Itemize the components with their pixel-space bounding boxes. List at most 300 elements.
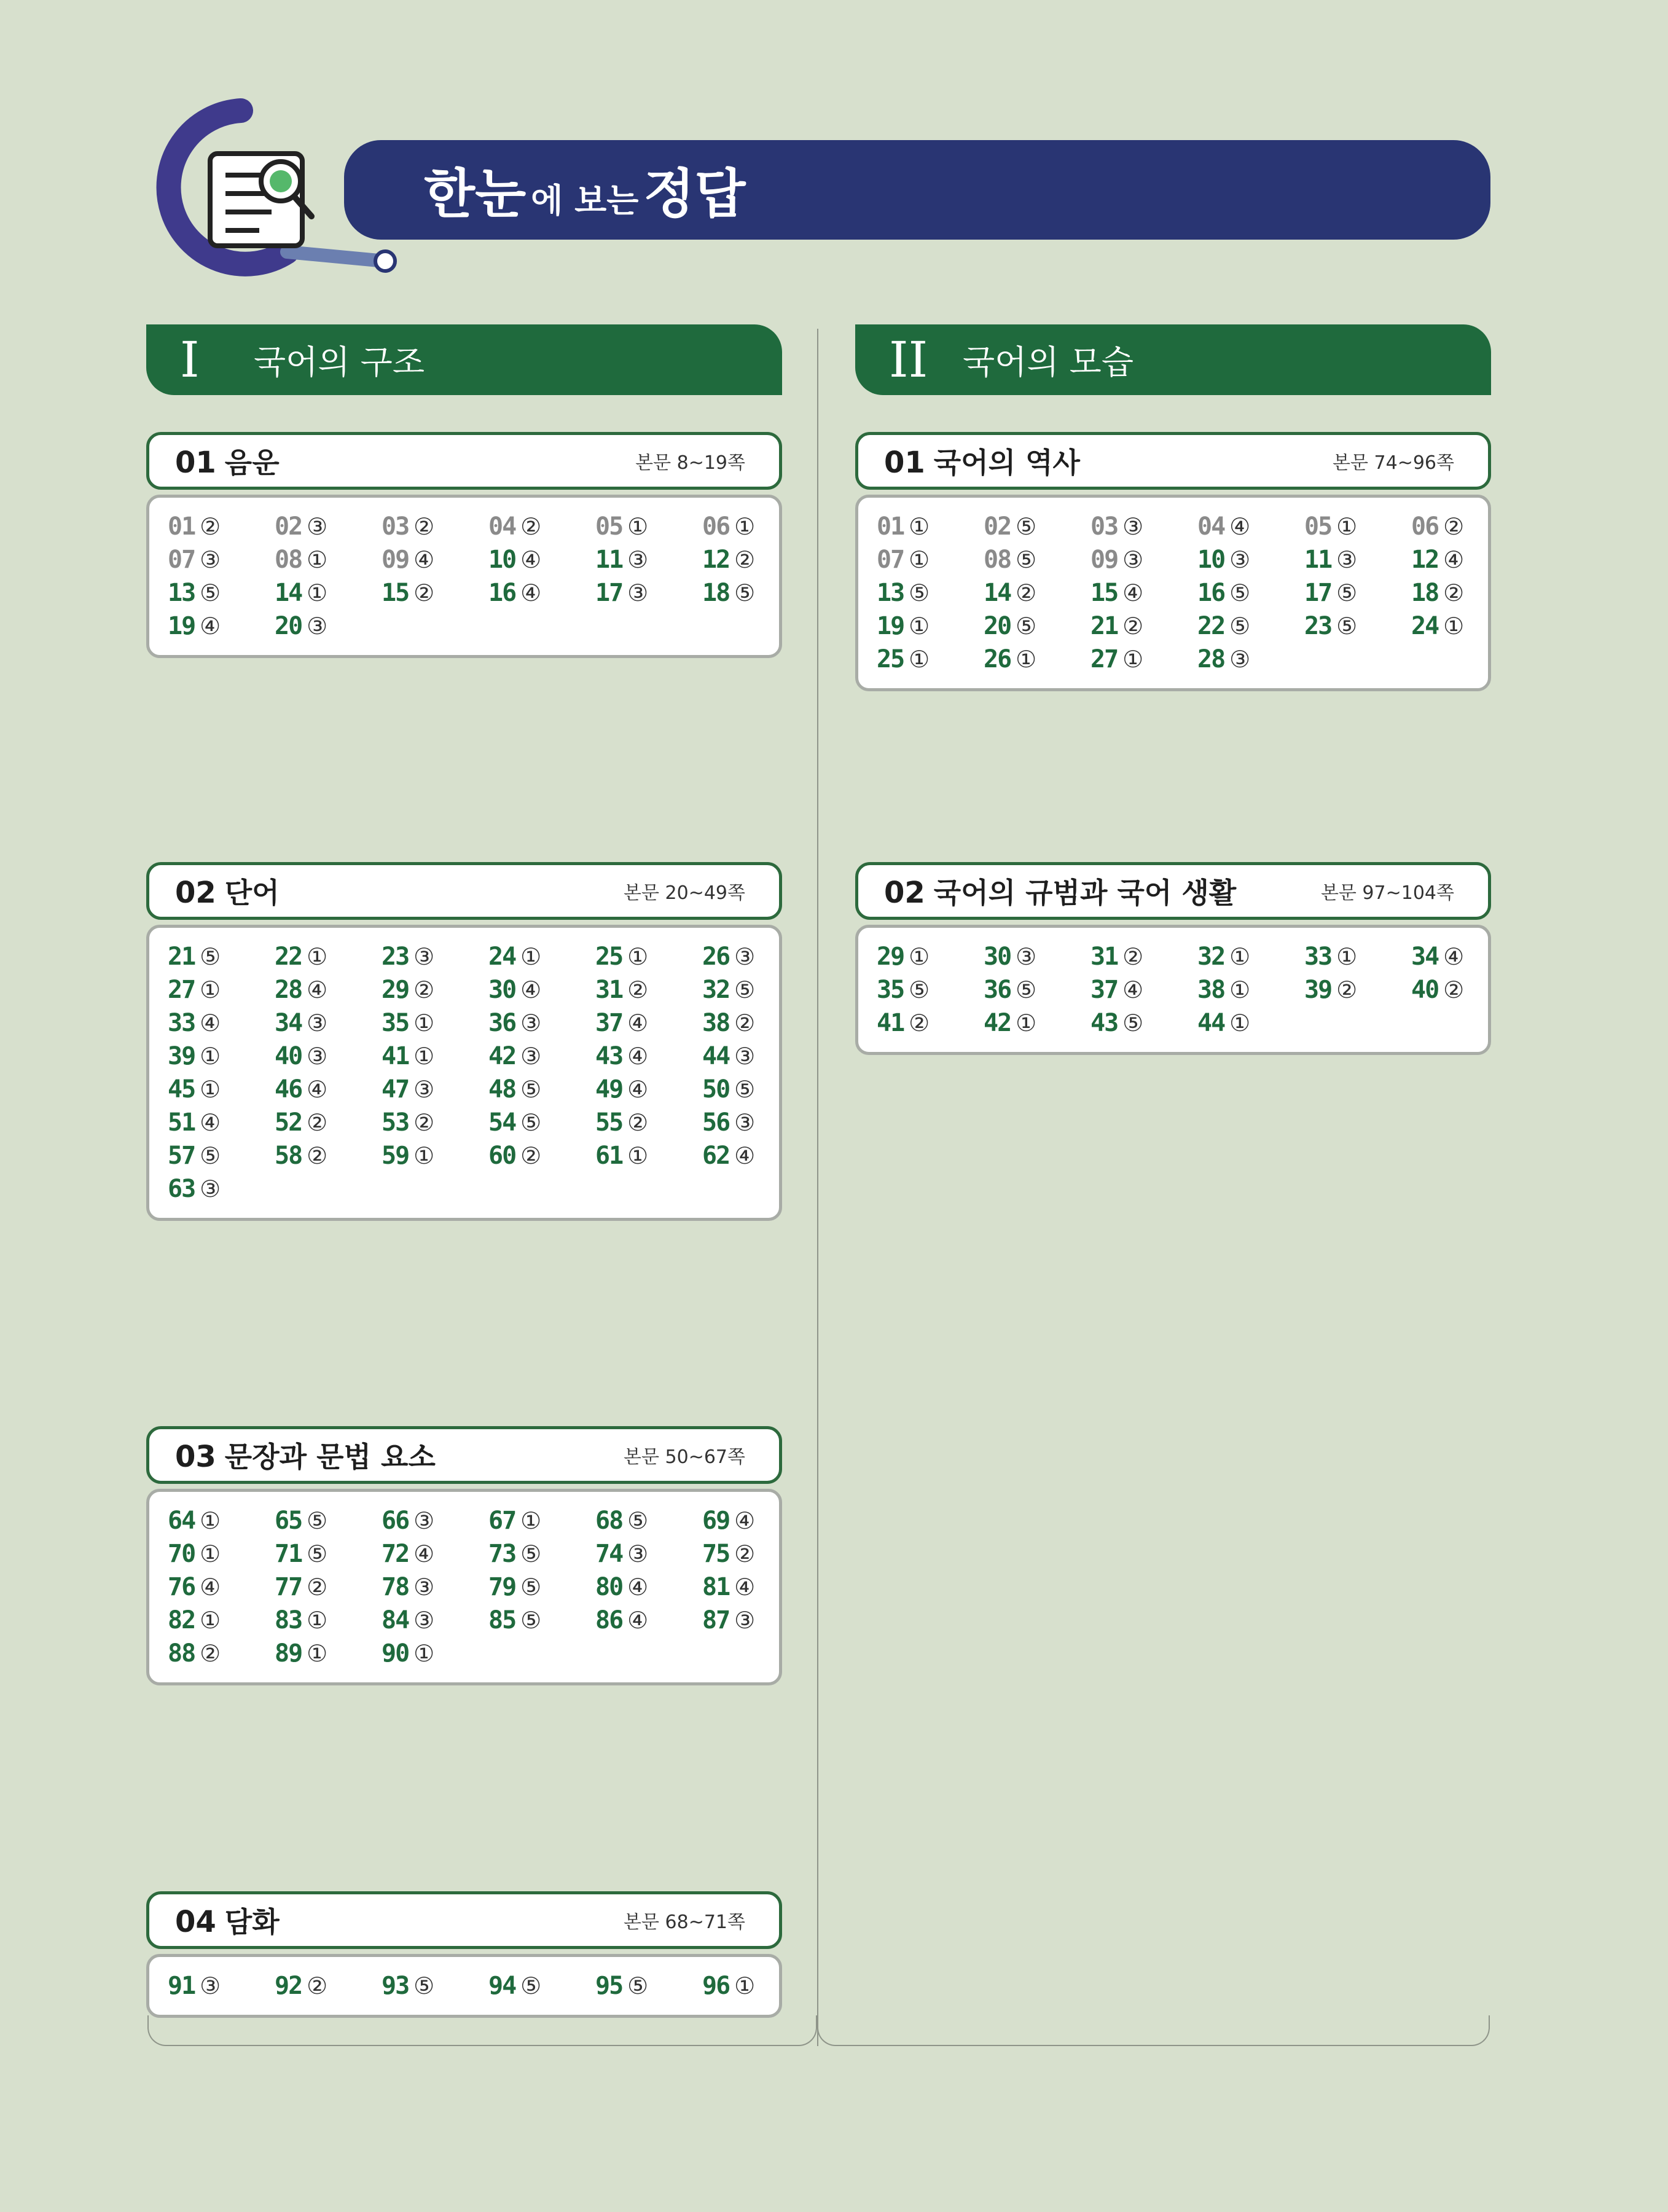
answer-choice: ⑤ [520,1076,542,1103]
question-number: 31 [1090,943,1118,971]
answer-section [146,862,782,1221]
answer-item [1090,612,1197,640]
answer-choice: ⑤ [520,1607,542,1634]
question-number: 41 [382,1042,409,1070]
section-title: 음운 [224,446,280,479]
answer-choice: ② [200,1640,221,1667]
answer-item [877,976,984,1004]
section-title: 국어의 역사 [933,446,1080,479]
question-number: 03 [1090,512,1118,541]
answer-item [275,1606,382,1634]
answer-choice: ⑤ [1336,579,1358,606]
question-number: 70 [168,1540,195,1568]
answer-item [595,1606,702,1634]
answer-item [275,1009,382,1037]
answer-choice: ③ [307,613,328,640]
answer-item [984,512,1090,541]
question-number: 90 [382,1639,409,1668]
answer-choice: ⑤ [1016,613,1037,640]
answer-choice: ② [1122,943,1144,970]
chapter-header [855,324,1491,395]
question-number: 04 [1197,512,1225,541]
question-number: 93 [382,1972,409,2000]
answer-item [275,612,382,640]
answer-choice: ① [200,1607,221,1634]
answer-choice: ③ [200,546,221,573]
question-number: 01 [168,512,195,541]
question-number: 32 [1197,943,1225,971]
answer-choice: ① [307,579,328,606]
answer-item [702,1540,809,1568]
answer-item [168,1108,275,1137]
answer-choice: ① [307,1640,328,1667]
answer-choice: ④ [1443,546,1465,573]
answer-choice: ② [734,1010,756,1037]
answer-item [168,579,275,607]
question-number: 53 [382,1108,409,1137]
answer-box [146,925,782,1221]
answer-choice: ① [1336,513,1358,540]
question-number: 42 [488,1042,516,1070]
question-number: 22 [1197,612,1225,640]
answer-choice: ③ [200,1175,221,1202]
answer-item [488,1972,595,2000]
question-number: 20 [984,612,1011,640]
answer-section [855,862,1491,1055]
answer-section [146,432,782,658]
question-number: 86 [595,1606,623,1634]
answer-item [877,546,984,574]
answer-choice: ⑤ [1016,976,1037,1003]
question-number: 67 [488,1507,516,1535]
answer-choice: ① [413,1043,435,1070]
answer-item [1197,645,1304,673]
question-number: 26 [984,645,1011,673]
answer-choice: ③ [413,1076,435,1103]
section-header [855,862,1491,920]
question-number: 59 [382,1142,409,1170]
answer-choice: ⑤ [200,943,221,970]
answer-box [855,495,1491,691]
answer-choice: ② [520,513,542,540]
title-part-3: 정답 [643,163,746,225]
answer-choice: ① [1229,976,1251,1003]
answer-choice: ① [909,943,930,970]
answer-item [595,943,702,971]
answer-item [1304,512,1411,541]
section-number: 02 [175,876,216,910]
question-number: 34 [1411,943,1439,971]
chapter-numeral: I [180,331,200,388]
answer-item [595,1573,702,1601]
answer-item [382,1573,488,1601]
question-number: 41 [877,1009,904,1037]
answer-item [702,1573,809,1601]
answer-item [595,1142,702,1170]
question-number: 35 [877,976,904,1004]
answer-item [595,1042,702,1070]
answer-choice: ② [909,1010,930,1037]
answer-item [168,1540,275,1568]
answer-item [702,579,809,607]
answer-box [146,1489,782,1685]
question-number: 29 [382,976,409,1004]
question-number: 87 [702,1606,730,1634]
answer-item [488,1042,595,1070]
section-number: 01 [175,445,216,480]
answer-choice: ② [627,1109,649,1136]
answer-choice: ① [734,513,756,540]
answer-choice: ① [734,1972,756,1999]
question-number: 29 [877,943,904,971]
question-number: 55 [595,1108,623,1137]
answer-item [382,1042,488,1070]
question-number: 81 [702,1573,730,1601]
answer-choice: ① [627,943,649,970]
question-number: 01 [877,512,904,541]
question-number: 12 [1411,546,1439,574]
chapter-title: 국어의 모습 [963,343,1134,382]
answer-box [146,495,782,658]
answer-item [984,976,1090,1004]
question-number: 73 [488,1540,516,1568]
answer-choice: ③ [1016,943,1037,970]
answer-item [595,1009,702,1037]
answer-item [382,1009,488,1037]
answer-choice: ① [1016,646,1037,673]
answer-item [595,1972,702,2000]
question-number: 44 [702,1042,730,1070]
answer-item [702,1972,809,2000]
answer-item [275,1042,382,1070]
title-part-2: 에 보는 [531,181,639,220]
answer-item [1197,512,1304,541]
question-number: 95 [595,1972,623,2000]
question-number: 47 [382,1075,409,1104]
answer-item [168,1606,275,1634]
question-number: 36 [984,976,1011,1004]
question-number: 42 [984,1009,1011,1037]
question-number: 83 [275,1606,302,1634]
answer-item [382,1142,488,1170]
question-number: 02 [984,512,1011,541]
answer-item [168,1009,275,1037]
question-number: 80 [595,1573,623,1601]
question-number: 30 [488,976,516,1004]
chapter-title: 국어의 구조 [254,343,425,382]
section-header [146,862,782,920]
answer-choice: ⑤ [200,1142,221,1169]
answer-item [595,1507,702,1535]
answer-grid [168,1972,779,2000]
section-title: 문장과 문법 요소 [224,1440,436,1473]
answer-choice: ③ [627,1540,649,1567]
answer-item [1411,512,1518,541]
question-number: 11 [595,546,623,574]
answer-item [984,612,1090,640]
answer-choice: ① [307,1607,328,1634]
answer-item [1197,612,1304,640]
answer-choice: ② [413,976,435,1003]
answer-choice: ③ [413,943,435,970]
answer-choice: ④ [307,1076,328,1103]
section-title: 담화 [224,1905,280,1939]
answer-choice: ④ [520,546,542,573]
chapter-header [146,324,782,395]
question-number: 65 [275,1507,302,1535]
answer-choice: ⑤ [520,1109,542,1136]
question-number: 28 [1197,645,1225,673]
answer-choice: ① [307,943,328,970]
section-header [855,432,1491,490]
answer-choice: ④ [200,1574,221,1601]
question-number: 38 [1197,976,1225,1004]
answer-item [275,976,382,1004]
answer-choice: ② [413,579,435,606]
answer-choice: ② [1122,613,1144,640]
answer-item [595,512,702,541]
answer-choice: ① [413,1010,435,1037]
question-number: 08 [275,546,302,574]
question-number: 27 [168,976,195,1004]
answer-choice: ② [734,1540,756,1567]
answer-item [702,1042,809,1070]
answer-item [382,1606,488,1634]
answer-item [1411,579,1518,607]
section-header [146,1426,782,1484]
section-header [146,1891,782,1949]
answer-choice: ④ [413,1540,435,1567]
answer-choice: ① [627,513,649,540]
answer-choice: ③ [1229,546,1251,573]
answer-choice: ⑤ [734,579,756,606]
answer-item [275,579,382,607]
answer-item [382,1540,488,1568]
question-number: 23 [382,943,409,971]
question-number: 62 [702,1142,730,1170]
page-title [424,151,746,225]
answer-choice: ④ [627,1043,649,1070]
question-number: 61 [595,1142,623,1170]
answer-item [168,1573,275,1601]
answer-choice: ② [307,1574,328,1601]
answer-choice: ① [200,1043,221,1070]
question-number: 27 [1090,645,1118,673]
answer-item [1304,579,1411,607]
question-number: 33 [168,1009,195,1037]
question-number: 44 [1197,1009,1225,1037]
question-number: 28 [275,976,302,1004]
answer-choice: ④ [200,1010,221,1037]
answer-choice: ① [909,613,930,640]
answer-choice: ⑤ [1122,1010,1144,1037]
answer-item [595,1540,702,1568]
answer-choice: ② [1336,976,1358,1003]
question-number: 64 [168,1507,195,1535]
section-title: 국어의 규범과 국어 생활 [933,876,1237,909]
answer-choice: ③ [734,1109,756,1136]
question-number: 16 [1197,579,1225,607]
answer-item [275,1142,382,1170]
answer-item [1304,546,1411,574]
question-number: 21 [1090,612,1118,640]
question-number: 84 [382,1606,409,1634]
question-number: 63 [168,1175,195,1203]
answer-item [1411,976,1518,1004]
question-number: 11 [1304,546,1332,574]
answer-item [275,1972,382,2000]
answer-choice: ② [1016,579,1037,606]
answer-choice: ① [520,943,542,970]
answer-choice: ③ [200,1972,221,1999]
answer-item [382,943,488,971]
question-number: 88 [168,1639,195,1668]
question-number: 71 [275,1540,302,1568]
answer-item [1304,612,1411,640]
answer-item [1090,512,1197,541]
answer-choice: ③ [627,579,649,606]
answer-choice: ③ [413,1574,435,1601]
answer-item [1197,1009,1304,1037]
column-divider [817,329,818,2046]
answer-item [275,546,382,574]
answer-grid [168,512,779,640]
answer-item [275,1075,382,1104]
answer-item [275,1540,382,1568]
question-number: 08 [984,546,1011,574]
answer-choice: ⑤ [307,1507,328,1534]
answer-item [877,645,984,673]
answer-choice: ① [627,1142,649,1169]
page-reference: 본문 20~49쪽 [624,882,745,904]
question-number: 43 [1090,1009,1118,1037]
answer-item [595,1108,702,1137]
answer-choice: ③ [734,943,756,970]
answer-item [168,1507,275,1535]
question-number: 39 [1304,976,1332,1004]
answer-item [702,512,809,541]
answer-choice: ⑤ [200,579,221,606]
question-number: 19 [877,612,904,640]
answer-choice: ④ [627,1574,649,1601]
answer-item [168,546,275,574]
answer-item [488,1009,595,1037]
answer-choice: ④ [627,1010,649,1037]
answer-choice: ① [1229,1010,1251,1037]
answer-choice: ③ [627,546,649,573]
answer-choice: ⑤ [627,1507,649,1534]
question-number: 51 [168,1108,195,1137]
answer-item [488,546,595,574]
answer-choice: ⑤ [1229,579,1251,606]
answer-item [168,512,275,541]
answer-item [702,546,809,574]
question-number: 22 [275,943,302,971]
question-number: 37 [1090,976,1118,1004]
page-reference: 본문 74~96쪽 [1333,452,1454,474]
section-number: 03 [175,1440,216,1474]
answer-item [488,943,595,971]
answer-choice: ③ [1229,646,1251,673]
question-number: 43 [595,1042,623,1070]
answer-item [877,512,984,541]
answer-choice: ④ [1443,943,1465,970]
answer-item [488,1108,595,1137]
answer-item [702,1606,809,1634]
answer-item [275,1108,382,1137]
question-number: 14 [984,579,1011,607]
answer-choice: ③ [734,1607,756,1634]
answer-choice: ① [200,1540,221,1567]
answer-item [1090,1009,1197,1037]
answer-choice: ③ [1336,546,1358,573]
answer-section [855,432,1491,691]
question-number: 26 [702,943,730,971]
question-number: 21 [168,943,195,971]
question-number: 66 [382,1507,409,1535]
answer-choice: ④ [734,1574,756,1601]
question-number: 89 [275,1639,302,1668]
answer-item [168,1972,275,2000]
answer-choice: ① [909,646,930,673]
answer-choice: ④ [200,1109,221,1136]
question-number: 79 [488,1573,516,1601]
answer-item [168,1075,275,1104]
answer-item [984,546,1090,574]
answer-item [984,579,1090,607]
answer-choice: ① [413,1640,435,1667]
answer-grid [168,943,779,1203]
question-number: 45 [168,1075,195,1104]
answer-item [382,546,488,574]
answer-item [877,943,984,971]
question-number: 02 [275,512,302,541]
question-number: 36 [488,1009,516,1037]
question-number: 74 [595,1540,623,1568]
answer-item [877,579,984,607]
answer-choice: ④ [200,613,221,640]
answer-choice: ② [520,1142,542,1169]
answer-item [1411,943,1518,971]
question-number: 92 [275,1972,302,2000]
question-number: 58 [275,1142,302,1170]
question-number: 15 [382,579,409,607]
answer-item [488,1075,595,1104]
answer-item [595,546,702,574]
answer-choice: ② [413,1109,435,1136]
answer-item [275,1573,382,1601]
answer-item [595,976,702,1004]
answer-item [984,645,1090,673]
answer-item [702,1075,809,1104]
question-number: 72 [382,1540,409,1568]
answer-item [488,1540,595,1568]
question-number: 17 [595,579,623,607]
answer-choice: ① [1443,613,1465,640]
answer-item [488,976,595,1004]
answer-item [702,943,809,971]
answer-choice: ④ [627,1607,649,1634]
answer-item [1197,546,1304,574]
chapter-column-1 [146,324,782,2000]
answer-item [1411,612,1518,640]
answer-choice: ② [627,976,649,1003]
answer-choice: ② [307,1142,328,1169]
answer-section [146,1426,782,1685]
answer-item [168,612,275,640]
answer-item [488,579,595,607]
answer-item [1197,943,1304,971]
